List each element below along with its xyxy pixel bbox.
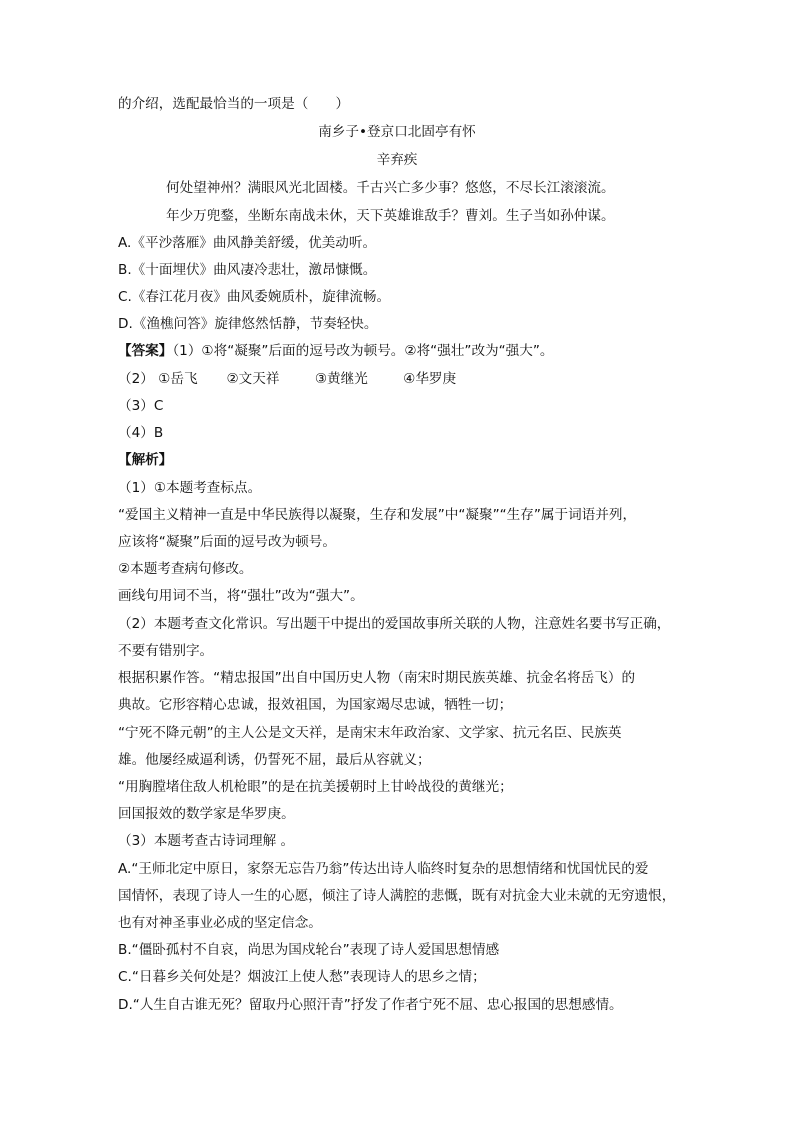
question-intro-line: 的介绍，选配最恰当的一项是（ ） (118, 96, 350, 112)
analysis-line: C.“日暮乡关何处是？烟波江上使人愁”表现诗人的思乡之情； (118, 969, 486, 985)
poem-author: 辛弃疾 (376, 152, 418, 168)
analysis-label: 【解析】 (118, 452, 173, 468)
analysis-line: 典故。它形容精心忠诚，报效祖国，为国家竭尽忠诚，牺牲一切； (118, 697, 513, 713)
poem-title: 南乡子•登京口北固亭有怀 (318, 124, 476, 140)
analysis-line: （1）①本题考查标点。 (118, 480, 262, 496)
analysis-line: “宁死不降元朝”的主人公是文天祥，是南宋末年政治家、文学家、抗元名臣、民族英 (118, 725, 622, 741)
analysis-line: 也有对神圣事业必成的坚定信念。 (118, 915, 322, 931)
analysis-line: 应该将“凝聚”后面的逗号改为顿号。 (118, 534, 336, 550)
analysis-line: （3）本题考查古诗词理解 。 (118, 833, 295, 849)
analysis-line: 回国报效的数学家是华罗庚。 (118, 806, 295, 822)
answer-q4: （4）B (118, 425, 164, 441)
option-b: B.《十面埋伏》曲风凄冷悲壮，激昂慷慨。 (118, 262, 377, 278)
analysis-line: “用胸膛堵住敌人机枪眼”的是在抗美援朝时上甘岭战役的黄继光； (118, 779, 513, 795)
analysis-line: 雄。他屡经威逼利诱，仍誓死不屈，最后从容就义； (118, 752, 431, 768)
answer-name-3: ③黄继光 (314, 371, 368, 387)
analysis-line: A.“王师北定中原日，家祭无忘告乃翁”传达出诗人临终时复杂的思想情绪和忧国忧民的爱 (118, 861, 649, 877)
analysis-line: 不要有错别字。 (118, 643, 214, 659)
answer-label: 【答案】 (118, 343, 173, 359)
answer-q3: （3）C (118, 398, 164, 414)
answer-q2-prefix: （2） (118, 371, 154, 387)
answer-name-2: ②文天祥 (226, 371, 280, 387)
answer-name-4: ④华罗庚 (403, 371, 457, 387)
analysis-line: B.“僵卧孤村不自哀，尚思为国戍轮台”表现了诗人爱国思想情感 (118, 942, 500, 958)
analysis-line: “爱国主义精神一直是中华民族得以凝聚，生存和发展”中“凝聚”“生存”属于词语并列， (118, 507, 637, 523)
option-a: A.《平沙落雁》曲风静美舒缓，优美动听。 (118, 235, 377, 251)
option-c: C.《春江花月夜》曲风委婉质朴，旋律流畅。 (118, 289, 391, 305)
analysis-line: ②本题考查病句修改。 (118, 561, 253, 577)
analysis-line: （2）本题考查文化常识。写出题干中提出的爱国故事所关联的人物，注意姓名要书写正确， (118, 616, 671, 632)
answer-name-1: ①岳飞 (158, 371, 198, 387)
analysis-line: 根据积累作答。“精忠报国”出自中国历史人物（南宋时期民族英雄、抗金名将岳飞）的 (118, 670, 636, 686)
analysis-line: D.“人生自古谁无死？留取丹心照汗青”抒发了作者宁死不屈、忠心报国的思想感情。 (118, 997, 623, 1013)
analysis-line: 国情怀，表现了诗人一生的心愿，倾注了诗人满腔的悲慨，既有对抗金大业未就的无穷遗恨， (118, 888, 676, 904)
option-d: D.《渔樵问答》旋律悠然恬静，节奏轻快。 (118, 316, 378, 332)
analysis-line: 画线句用词不当，将“强壮”改为“强大”。 (118, 588, 364, 604)
answer-line-2 (118, 370, 456, 388)
poem-line-1: 何处望神州？满眼风光北固楼。千古兴亡多少事？悠悠，不尽长江滚滚流。 (166, 180, 615, 196)
poem-line-2: 年少万兜鍪，坐断东南战未休，天下英雄谁敌手？曹刘。生子当如孙仲谋。 (166, 208, 615, 224)
answer-line-1 (118, 342, 554, 360)
answer-q1: （1）①将“凝聚”后面的逗号改为顿号。②将“强壮”改为“强大”。 (172, 343, 554, 359)
